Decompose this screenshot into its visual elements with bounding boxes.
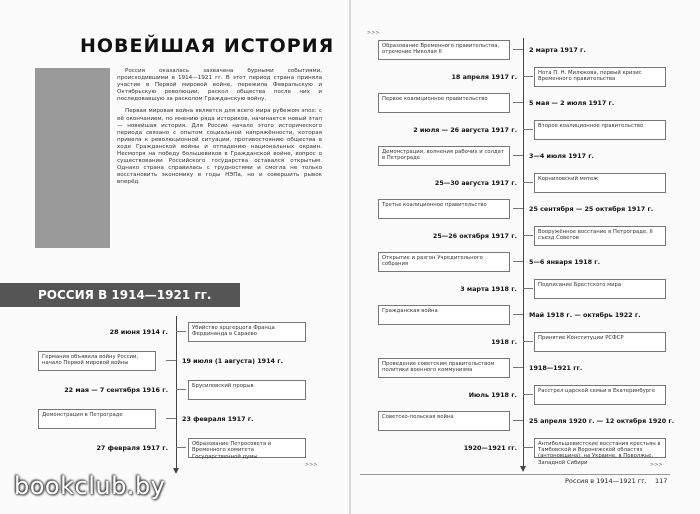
timeline-tick: [176, 389, 186, 390]
timeline-date: 3 марта 1918 г.: [460, 284, 517, 293]
timeline-tick: [513, 49, 523, 50]
decorative-gray-bar: [35, 68, 110, 248]
timeline-event: Гражданская война: [378, 305, 510, 325]
timeline-date: 22 мая — 7 сентября 1916 г.: [64, 386, 168, 394]
timeline-tick: [523, 76, 533, 77]
timeline-date: 1920—1921 гг.: [463, 443, 517, 452]
footer-rule: [360, 474, 670, 475]
timeline-event: Нота П. Н. Милюкова, первый кризис Временного правительства: [534, 67, 666, 87]
timeline-date: 3—4 июля 1917 г.: [529, 152, 594, 160]
timeline-date: 27 февраля 1917 г.: [96, 444, 168, 452]
timeline-tick: [166, 418, 176, 419]
timeline-event: Корниловский мятеж: [534, 173, 666, 193]
timeline-axis: [523, 38, 524, 466]
continue-arrows: >>>: [305, 462, 318, 468]
timeline-tick: [523, 235, 533, 236]
timeline-date: 25—26 октября 1917 г.: [432, 231, 517, 240]
timeline-event: Второе коалиционное правительство: [534, 120, 666, 140]
timeline-axis: [176, 316, 177, 468]
timeline-date: 19 июля (1 августа) 1914 г.: [182, 357, 283, 365]
timeline-date: 25 апреля 1920 г. — 12 октября 1920 г.: [529, 417, 675, 425]
timeline-tick: [523, 288, 533, 289]
watermark: bookclub.by: [14, 472, 166, 500]
timeline-tick: [523, 447, 533, 448]
timeline-tick: [523, 341, 533, 342]
timeline-date: Июль 1918 г.: [468, 390, 517, 399]
timeline-event: Советско-польская война: [378, 411, 510, 431]
timeline-event: Вооружённое восстание в Петрограде, II съезд Советов: [534, 226, 666, 246]
timeline-date: 28 июня 1914 г.: [109, 328, 168, 336]
timeline-event: Убийство эрцгерцога Франца Фердинанда в Сараево: [188, 322, 306, 342]
timeline-event: Первое коалиционное правительство: [378, 93, 510, 113]
timeline-tick: [523, 129, 533, 130]
timeline-tick: [176, 331, 186, 332]
timeline-tick: [523, 182, 533, 183]
intro-paragraph: Россия оказалась захвачена бурными событиями, происходившими в 1914—1921 гг. В этот период страна приняла участие в Первой мировой войне, пережила Февральскую и Октябрьскую революции, раскол общества после них и последовавшую за расколом Гражданскую войну.: [117, 68, 322, 103]
timeline-date: 25—30 августа 1917 г.: [434, 178, 517, 187]
timeline-date: 25 сентября — 25 октября 1917 г.: [529, 205, 654, 213]
timeline-date: 18 апреля 1917 г.: [451, 72, 517, 81]
timeline-event: Образование Временного правительства, отречение Николая II: [378, 40, 510, 60]
timeline-event: Образование Петросовета и Временного комитета Государственной думы: [188, 438, 306, 458]
timeline-event: Проведение советским правительством политики военного коммунизма: [378, 358, 510, 378]
continue-arrows: >>>: [650, 462, 663, 468]
timeline-event: Демонстрация в Петрограде: [38, 409, 156, 429]
timeline-date: 5 мая — 2 июля 1917 г.: [529, 99, 615, 107]
timeline-event: Третье коалиционное правительство: [378, 199, 510, 219]
timeline-tick: [166, 360, 176, 361]
timeline-tick: [513, 367, 523, 368]
timeline-tick: [513, 208, 523, 209]
timeline-date: 1918 г.: [491, 337, 517, 346]
timeline-event: Германия объявила войну России, начало Первой мировой войны: [38, 351, 156, 371]
page-number: 117: [655, 477, 668, 485]
timeline-event: Брусиловский прорыв: [188, 380, 306, 400]
timeline-date: Май 1918 г. — октябрь 1922 г.: [529, 311, 641, 319]
page-title: НОВЕЙШАЯ ИСТОРИЯ: [80, 35, 335, 57]
timeline-date: 5—6 января 1918 г.: [529, 258, 601, 266]
timeline-date: 1918—1921 гг.: [529, 364, 583, 372]
timeline-event: Открытие и разгон Учредительного собрания: [378, 252, 510, 272]
timeline-tick: [513, 155, 523, 156]
running-title: Россия в 1914—1921 гг.: [565, 477, 647, 485]
timeline-event: Подписание Брестского мира: [534, 279, 666, 299]
section-header: РОССИЯ В 1914—1921 гг.: [0, 283, 240, 307]
timeline-tick: [513, 420, 523, 421]
timeline-event: Принятие Конституции РСФСР: [534, 332, 666, 352]
timeline-tick: [523, 394, 533, 395]
timeline-tick: [513, 102, 523, 103]
timeline-event: Демонстрации, волнения рабочих и солдат в Петрограде: [378, 146, 510, 166]
intro-text-block: [35, 68, 325, 248]
timeline-date: 2 марта 1917 г.: [529, 46, 586, 54]
timeline-event: Расстрел царской семьи в Екатеринбурге: [534, 385, 666, 405]
timeline-date: 23 февраля 1917 г.: [182, 415, 254, 423]
intro-paragraph: Первая мировая война является для всего мира рубежом эпох: с её окончанием, по мнению ряда историков, начинается новый этап — новейшая история. Для России начало этого исторического периода связано с опытом социальной напряжённости, которая привела к революционной ситуации, противостоянию общества в ходе Гражданской войны и отпадению национальных окраин. Несмотря на победу большевиков в Гражданской войне, вопрос о существовании Российского государства оставался открытым. Однако страна справилась с трудностями и смогла не только восстановить экономику в годы НЭПа, но и совершить рывок вперёд.: [117, 108, 322, 186]
timeline-date: 2 июля — 26 августа 1917 г.: [413, 125, 517, 134]
continue-arrows: >>>: [367, 30, 380, 36]
timeline-tick: [513, 314, 523, 315]
timeline-event: Антибольшевистские восстания крестьян в Тамбовской и Воронежской областях (антоновщина), на Украине, в Поволжье, Западной Сибири: [534, 438, 666, 458]
timeline-tick: [176, 447, 186, 448]
intro-body: [117, 68, 322, 192]
timeline-tick: [513, 261, 523, 262]
